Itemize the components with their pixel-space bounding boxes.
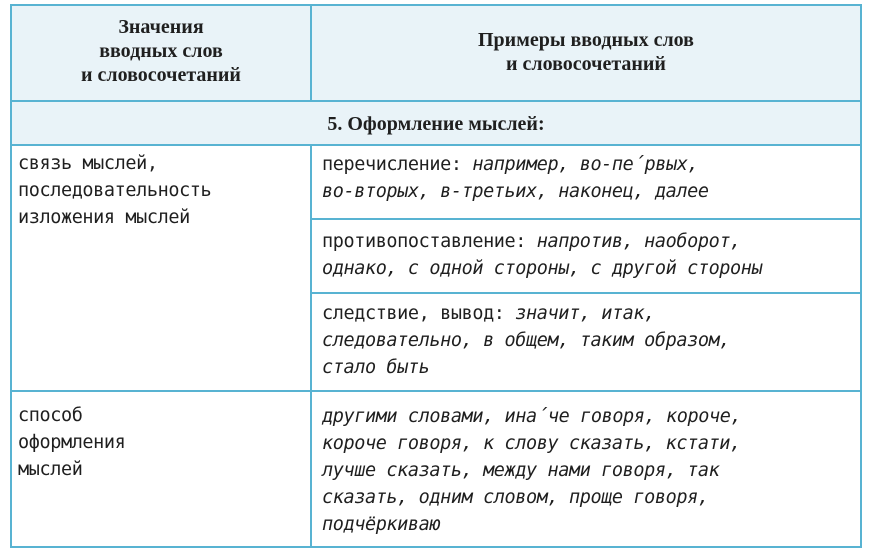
section-divider (12, 144, 860, 146)
section-title-text: 5. Оформление мыслей: (327, 113, 545, 135)
header-examples-line: Примеры вводных слов (478, 29, 694, 51)
example-category: противопоставление: (322, 231, 527, 252)
example-cell-consequence (322, 300, 860, 388)
meaning-line: способ (18, 405, 83, 426)
header-meanings-line: вводных слов (99, 40, 223, 62)
example-category: перечисление: (322, 154, 462, 175)
section-title (12, 102, 860, 144)
header-meanings-line: Значения (118, 16, 204, 38)
example-words: например, во-пе́рвых, (461, 154, 699, 175)
example-cell-opposition (322, 228, 860, 290)
example-words: следовательно, в общем, таким образом, (322, 330, 731, 351)
meaning-line: оформления (18, 432, 126, 453)
example-cell-enumeration (322, 151, 860, 217)
column-divider (310, 6, 312, 100)
example-words: напротив, наоборот, (526, 231, 741, 252)
meaning-line: связь мыслей, (18, 153, 158, 174)
example-line (322, 151, 860, 178)
example-divider (312, 218, 860, 220)
header-examples-cell (312, 6, 860, 100)
example-words: подчёркиваю (322, 514, 441, 535)
header-examples-line: и словосочетаний (506, 53, 666, 75)
meaning-cell-formulation (18, 402, 308, 542)
example-words: во-вторых, в-третьих, наконец, далее (322, 181, 709, 202)
example-cell-formulation (322, 403, 860, 545)
example-words: однако, с одной стороны, с другой стороны (322, 258, 763, 279)
introductory-words-table (10, 4, 862, 548)
example-words: другими словами, ина́че говоря, короче, (322, 406, 742, 427)
column-divider (310, 146, 312, 546)
header-meanings-line: и словосочетаний (81, 64, 241, 86)
example-category: следствие, вывод: (322, 303, 505, 324)
example-line (322, 300, 860, 327)
example-words: короче говоря, к слову сказать, кстати, (322, 433, 741, 454)
example-words: лучше сказать, между нами говоря, так (322, 460, 720, 481)
example-words: стало быть (322, 357, 430, 378)
meaning-line: изложения мыслей (18, 207, 190, 228)
row-divider (12, 390, 860, 392)
header-meanings-cell (12, 6, 310, 100)
meaning-line: мыслей (18, 459, 83, 480)
example-words: значит, итак, (504, 303, 655, 324)
meaning-cell-thought-links (18, 150, 308, 390)
example-divider (312, 292, 860, 294)
example-line (322, 228, 860, 255)
meaning-line: последовательность (18, 180, 212, 201)
example-words: сказать, одним словом, проще говоря, (322, 487, 709, 508)
